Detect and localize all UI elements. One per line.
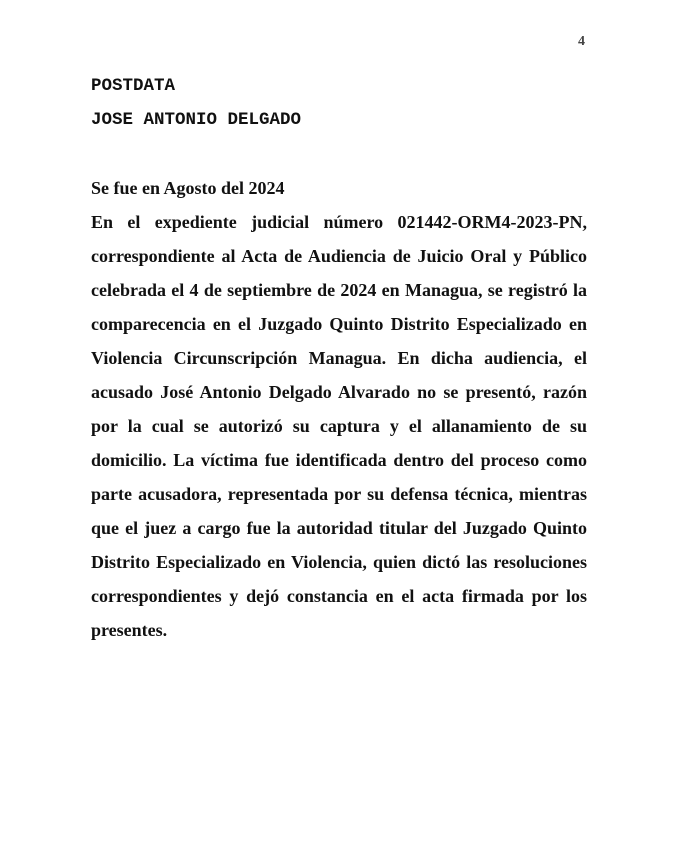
- departure-date-line: Se fue en Agosto del 2024: [91, 178, 285, 198]
- case-paragraph: En el expediente judicial número 021442-ORM4-2023-PN, correspondiente al Acta de Audiencia de Juicio Oral y Público celebrada el 4 de septiembre de 2024 en Managua, se registró la comparecencia en el Juzgado Quinto Distrito Especializado en Violencia Circunscripción Managua. En dicha audiencia, el acusado José Antonio Delgado Alvarado no se presentó, razón por la cual se autorizó su captura y el allanamiento de su domicilio. La víctima fue identificada dentro del proceso como parte acusadora, representada por su defensa técnica, mientras que el juez a cargo fue la autoridad titular del Juzgado Quinto Distrito Especializado en Violencia, quien dictó las resoluciones correspondientes y dejó constancia en el acta firmada por los presentes.: [91, 212, 587, 640]
- postdata-heading: POSTDATA: [91, 76, 176, 96]
- page-number: 4: [578, 34, 585, 49]
- person-name-heading: JOSE ANTONIO DELGADO: [91, 110, 302, 130]
